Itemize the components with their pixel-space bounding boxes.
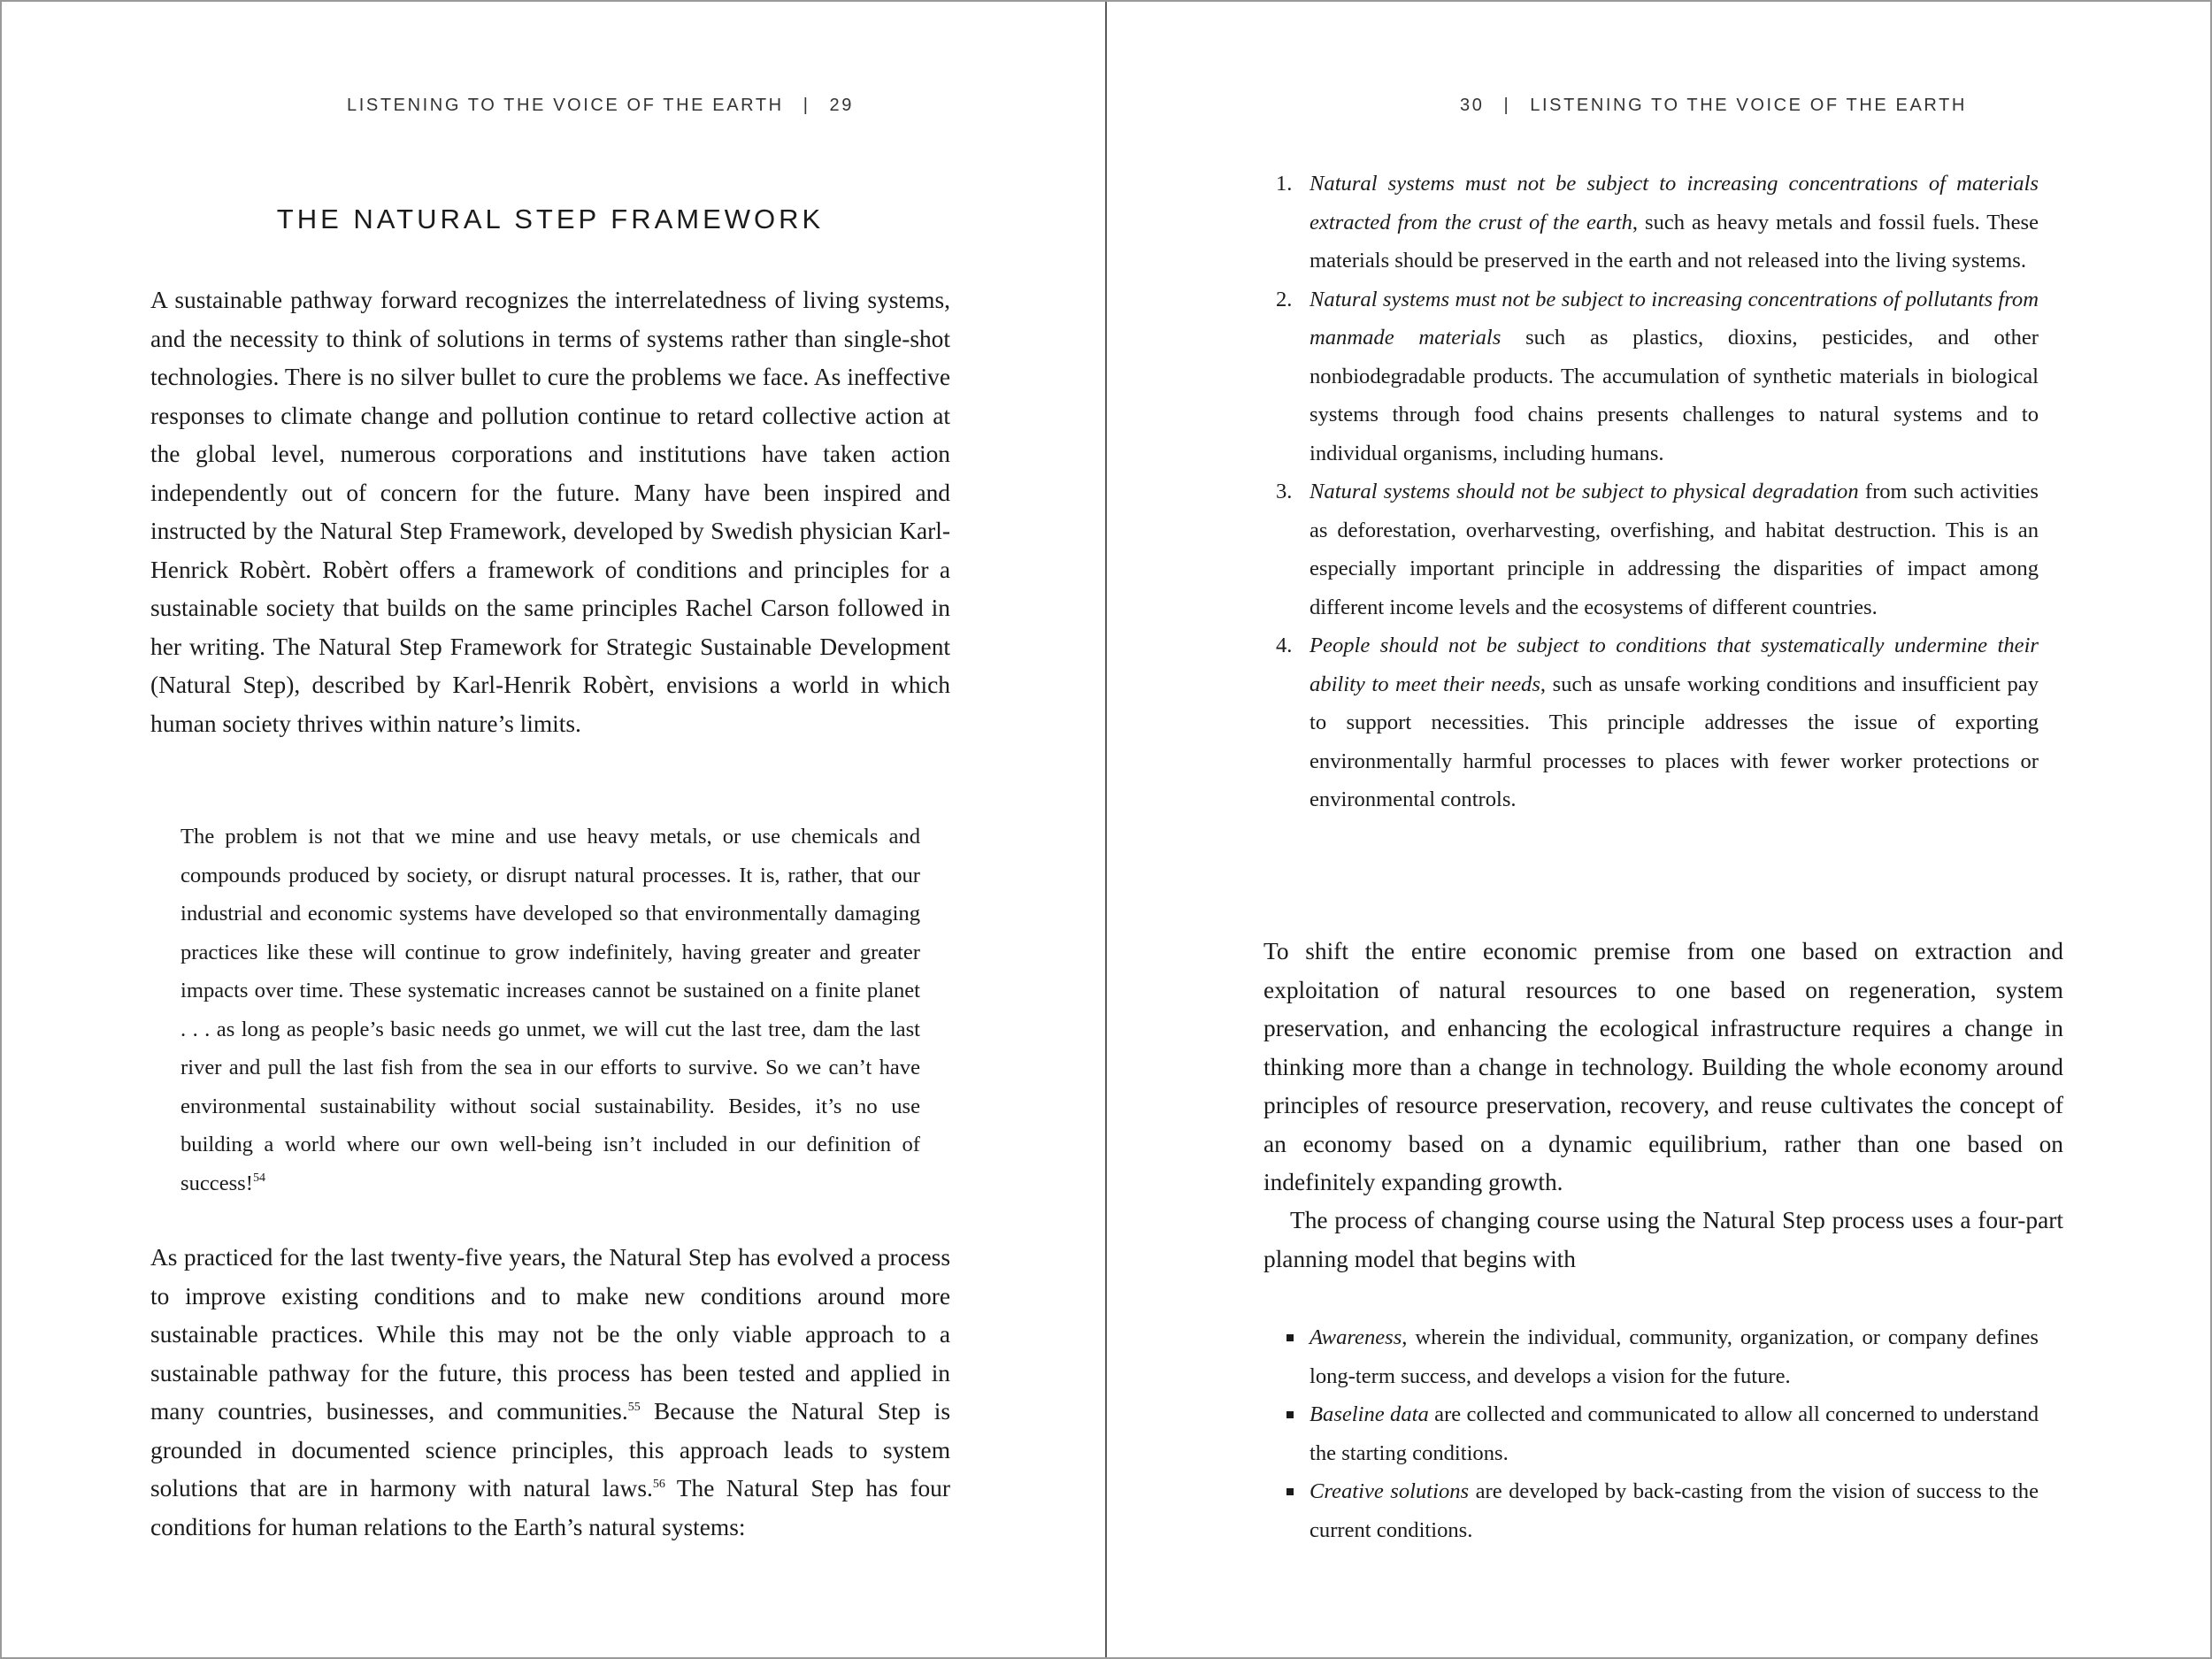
intro-paragraph: A sustainable pathway forward recognizes the interrelatedness of living systems, and the necessity to think of solutions in terms of systems rather than single-shot technologies. There is no silver bullet to cure the problems we face. As ineffective responses to climate change and pollution continue to retard collective action at the global level, numerous corporations and institutions have taken action independently out of concern for the future. Many have been inspired and instructed by the Natural Step Framework, developed by Swedish physician Karl- Henrick Robèrt. Robèrt offers a framework of conditions and principles for a sustainable society that builds on the same principles Rachel Carson followed in her writing. The Natural Step Framework for Strategic Sustainable Development (Natural Step), described by Karl-Henrik Robèrt, envisions a world in which human society thrives within nature’s limits. xyxy=(150,287,950,737)
item-number: 1. xyxy=(1276,172,1293,196)
planning-step-item xyxy=(1286,1472,2039,1549)
item-number: 3. xyxy=(1276,480,1293,503)
square-bullet-icon xyxy=(1286,1334,1294,1341)
condition-item xyxy=(1276,280,2039,473)
step-text: are developed by back-casting from the vision of success to the current conditions. xyxy=(1310,1479,2039,1542)
step-italic: Baseline data xyxy=(1310,1402,1429,1426)
condition-italic: People should not be subject to conditions that systematically undermine their ability to meet their needs xyxy=(1310,634,2039,696)
page-number: 29 xyxy=(829,96,854,115)
running-head-title: LISTENING TO THE VOICE OF THE EARTH xyxy=(347,96,784,115)
condition-item xyxy=(1276,165,2039,280)
condition-italic: Natural systems must not be subject to increasing concentrations of materials extracted from the crust of the earth xyxy=(1310,172,2039,234)
footnote-ref[interactable]: 55 xyxy=(627,1401,641,1414)
condition-text: such as plastics, dioxins, pesticides, and other nonbiodegradable products. The accumulation of synthetic materials in biological systems through food chains presents challenges to natural systems and to individual organisms, including humans. xyxy=(1310,326,2039,465)
paragraph-text: Because the Natural Step is grounded in documented science principles, this approach leads to system solutions that are in harmony with natural laws. xyxy=(150,1398,950,1502)
running-head-title: LISTENING TO THE VOICE OF THE EARTH xyxy=(1530,96,1967,115)
section-title: THE NATURAL STEP FRAMEWORK xyxy=(276,204,825,234)
running-head-separator: | xyxy=(1503,96,1511,115)
shift-paragraph: To shift the entire economic premise from one based on extraction and exploitation of natural resources to one based on regeneration, system preservation, and enhancing the ecological infrastructure requires a change in thinking more than a change in technology. Building the whole economy around principles of resource preservation, recovery, and reuse cultivates the concept of an economy based on a dynamic equilibrium, rather than one based on indefinitely expanding growth. xyxy=(1263,938,2063,1195)
square-bullet-icon xyxy=(1286,1411,1294,1418)
condition-text: , such as heavy metals and fossil fuels. These materials should be preserved in the earth and not released into the living systems. xyxy=(1310,210,2039,273)
condition-text: , such as unsafe working conditions and insufficient pay to support necessities. This principle addresses the issue of exporting environmentally harmful processes to places with fewer worker protections or environmental controls. xyxy=(1310,672,2039,811)
planning-steps-list xyxy=(1286,1318,2039,1549)
square-bullet-icon xyxy=(1286,1488,1294,1495)
step-italic: Awareness xyxy=(1310,1325,1402,1349)
footnote-ref[interactable]: 56 xyxy=(652,1478,665,1491)
block-quote xyxy=(180,818,920,1202)
planning-step-item xyxy=(1286,1318,2039,1395)
footnote-ref[interactable]: 54 xyxy=(252,1171,265,1185)
practiced-paragraph xyxy=(150,1239,950,1547)
paragraph-text: The Natural Step has four conditions for human relations to the Earth’s natural systems: xyxy=(150,1475,950,1540)
block-quote-text: The problem is not that we mine and use heavy metals, or use chemicals and compounds produced by society, or disrupt natural processes. It is, rather, that our industrial and economic systems have developed so that environmentally damaging practices like these will continue to grow indefinitely, having greater and greater impacts over time. These systematic increases cannot be sustained on a finite planet . . . as long as people’s basic needs go unmet, we will cut the last tree, dam the last river and pull the last fish from the sea in our efforts to survive. So we can’t have environmental sustainability without social sustainability. Besides, it’s no use building a world where our own well-being isn’t included in our definition of success! xyxy=(180,825,920,1195)
step-text: , wherein the individual, community, organization, or company defines long-term success, and develops a vision for the future. xyxy=(1310,1325,2039,1388)
process-paragraph: The process of changing course using the Natural Step process uses a four-part planning model that begins with xyxy=(1263,1207,2063,1272)
condition-item xyxy=(1276,626,2039,819)
item-number: 2. xyxy=(1276,287,1293,311)
page-number: 30 xyxy=(1460,96,1485,115)
condition-text: from such activities as deforestation, overharvesting, overfishing, and habitat destruction. This is an especially important principle in addressing the disparities of impact among different income levels and the ecosystems of different countries. xyxy=(1310,480,2039,619)
condition-item xyxy=(1276,472,2039,626)
running-head-separator: | xyxy=(803,96,810,115)
book-spine xyxy=(1105,0,1107,1659)
condition-italic: Natural systems should not be subject to physical degradation xyxy=(1310,480,1859,503)
item-number: 4. xyxy=(1276,634,1293,657)
step-text: are collected and communicated to allow all concerned to understand the starting conditions. xyxy=(1310,1402,2039,1465)
planning-step-item xyxy=(1286,1395,2039,1472)
paragraph-text: As practiced for the last twenty-five years, the Natural Step has evolved a process to improve existing conditions and to make new conditions around more sustainable practices. While this may not be the only viable approach to a sustainable pathway for the future, this process has been tested and applied in many countries, businesses, and communities. xyxy=(150,1244,950,1425)
conditions-list xyxy=(1276,165,2039,819)
step-italic: Creative solutions xyxy=(1310,1479,1470,1503)
condition-italic: Natural systems must not be subject to increasing concentrations of pollutants from manmade materials xyxy=(1310,287,2039,349)
